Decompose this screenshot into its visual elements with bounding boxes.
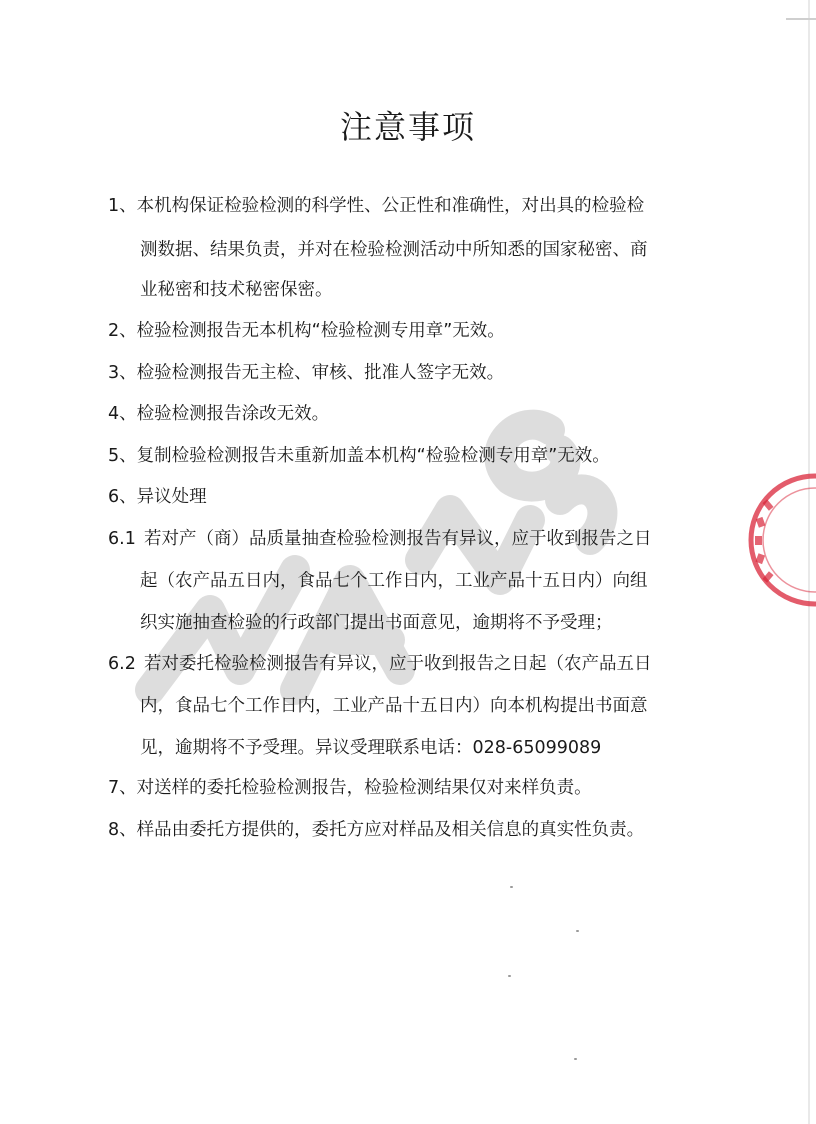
item-line: 测数据、结果负责，并对在检验检测活动中所知悉的国家秘密、商 [140,240,648,260]
item-text: 对送样的委托检验检测报告，检验检测结果仅对来样负责。 [136,778,592,798]
list-item-7 [108,768,592,809]
item-text: 异议处理 [136,487,207,507]
list-item-2 [108,311,505,352]
item-line: 内，食品七个工作日内，工业产品十五日内）向本机构提出书面意 [140,696,648,716]
item-line: 若对委托检验检测报告有异议，应于收到报告之日起（农产品五日 [144,654,652,674]
item-line: 若对产（商）品质量抽查检验检测报告有异议，应于收到报告之日 [144,529,652,549]
item-line: 本机构保证检验检测的科学性、公正性和准确性，对出具的检验检 [136,196,645,216]
item-line: 见，逾期将不予受理。异议受理联系电话：028-65099089 [140,738,602,758]
item-number: 8、 [108,820,137,840]
item-number: 6.2 [108,654,136,674]
item-text: 复制检验检测报告未重新加盖本机构“检验检测专用章”无效。 [136,446,610,466]
item-line: 织实施抽查检验的行政部门提出书面意见，逾期将不予受理； [140,613,613,633]
item-number: 6、 [108,487,137,507]
item-number: 7、 [108,778,137,798]
list-item-6-2 [108,644,652,685]
scan-edge-mark [786,18,816,20]
item-line: 业秘密和技术秘密保密。 [140,280,333,300]
item-number: 2、 [108,321,137,341]
scan-speck [508,975,511,977]
item-text: 检验检测报告无本机构“检验检测专用章”无效。 [136,321,505,341]
item-number: 1、 [108,196,137,216]
scan-speck [576,930,579,932]
item-number: 4、 [108,404,137,424]
item-line: 起（农产品五日内，食品七个工作日内，工业产品十五日内）向组 [140,571,648,591]
list-item-1 [108,186,644,227]
scan-speck [574,1058,577,1060]
list-item-3 [108,353,504,394]
item-number: 5、 [108,446,137,466]
list-item-4 [108,394,329,435]
item-number: 6.1 [108,529,136,549]
list-item-5 [108,436,610,477]
seal-stamp [735,470,816,610]
page-title: 注意事项 [339,108,476,146]
scan-speck [510,886,513,888]
list-item-6 [108,477,207,518]
item-number: 3、 [108,363,137,383]
list-item-8 [108,810,644,851]
item-text: 样品由委托方提供的，委托方应对样品及相关信息的真实性负责。 [136,820,645,840]
item-text: 检验检测报告无主检、审核、批准人签字无效。 [136,363,505,383]
item-text: 检验检测报告涂改无效。 [136,404,330,424]
list-item-6-1 [108,519,652,560]
